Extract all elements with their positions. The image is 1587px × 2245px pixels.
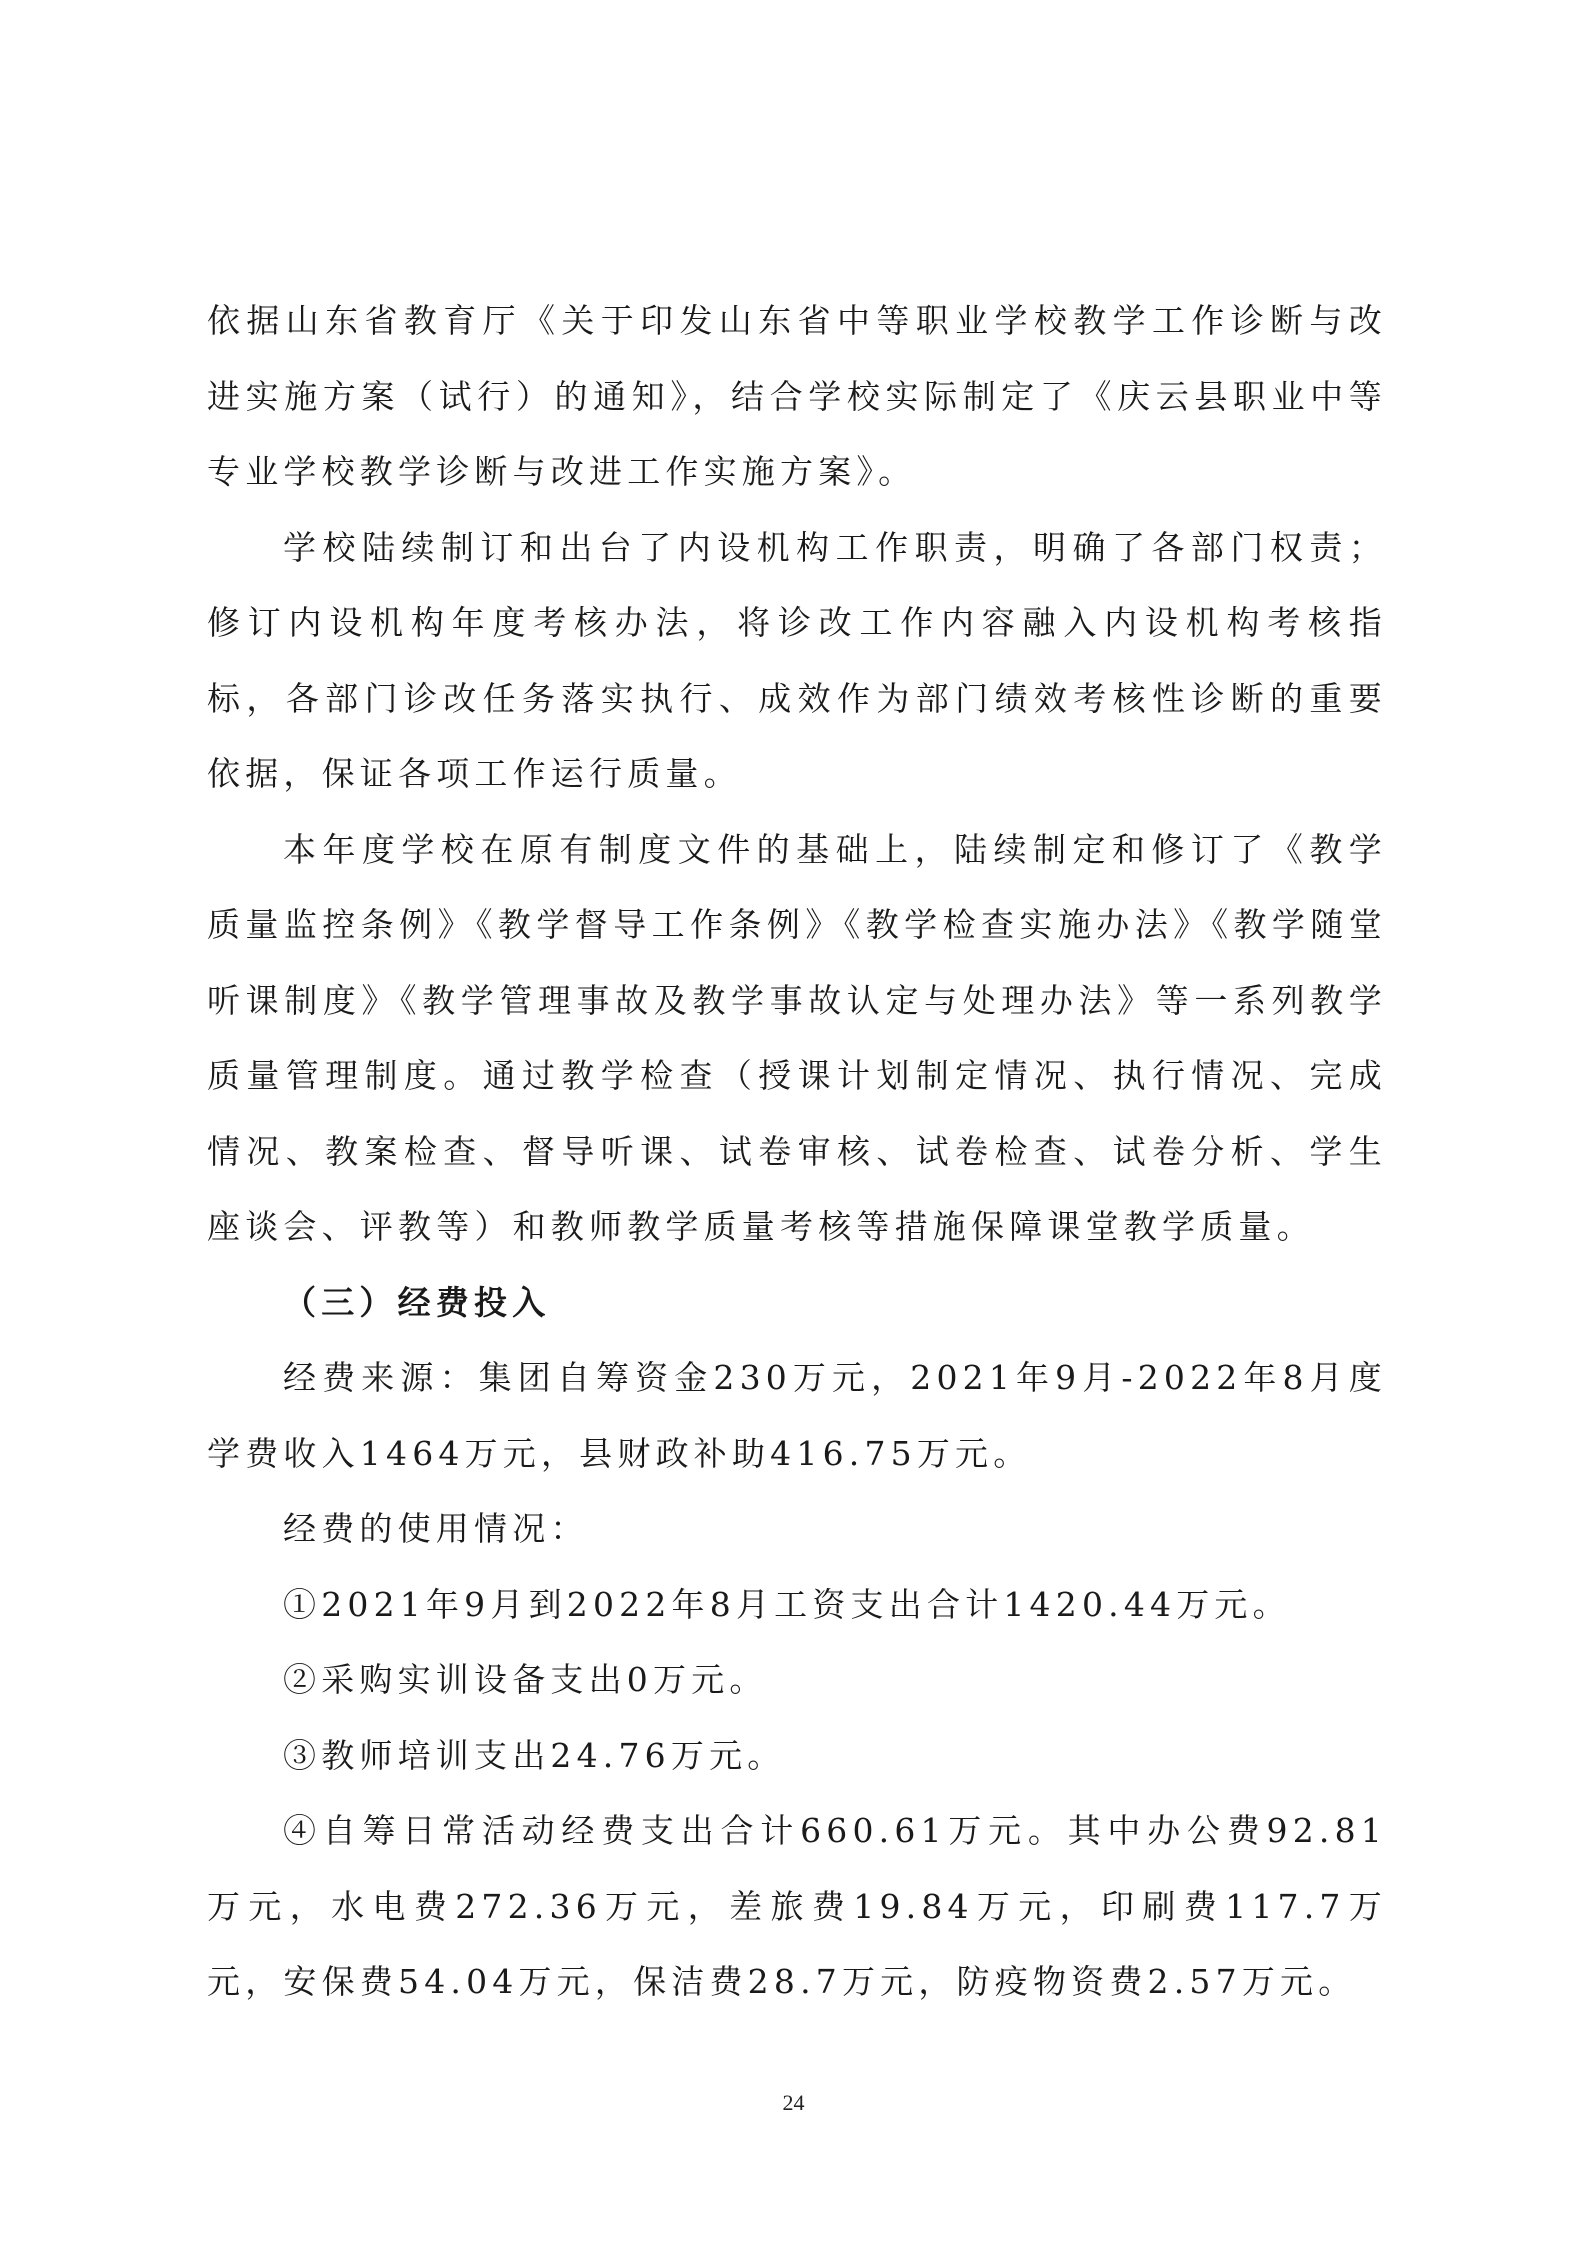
list-item-equipment: ②采购实训设备支出0万元。 xyxy=(283,1660,768,1699)
body-text xyxy=(207,283,1387,2020)
paragraph-funding-source: 经费来源：集团自筹资金230万元，2021年9月-2022年8月度学费收入1464万元，县财政补助416.75万元。 xyxy=(207,1358,1387,1473)
section-heading-funding: （三）经费投入 xyxy=(283,1282,551,1322)
list-item-daily-expenses: ④自筹日常活动经费支出合计660.61万元。其中办公费92.81万元，水电费272.36万元，差旅费19.84万元，印刷费117.7万元，安保费54.04万元，保洁费28.7万元，防疫物资费2.57万元。 xyxy=(207,1811,1387,2001)
paragraph-department-duties: 学校陆续制订和出台了内设机构工作职责，明确了各部门权责；修订内设机构年度考核办法，将诊改工作内容融入内设机构考核指标，各部门诊改任务落实执行、成效作为部门绩效考核性诊断的重要依据，保证各项工作运行质量。 xyxy=(207,527,1387,793)
list-item-training: ③教师培训支出24.76万元。 xyxy=(283,1735,786,1775)
paragraph-funding-usage: 经费的使用情况： xyxy=(283,1509,589,1548)
paragraph-diagnosis-basis: 依据山东省教育厅《关于印发山东省中等职业学校教学工作诊断与改进实施方案（试行）的通知》，结合学校实际制定了《庆云县职业中等专业学校教学诊断与改进工作实施方案》。 xyxy=(207,301,1387,491)
paragraph-quality-system: 本年度学校在原有制度文件的基础上，陆续制定和修订了《教学质量监控条例》《教学督导工作条例》《教学检查实施办法》《教学随堂听课制度》《教学管理事故及教学事故认定与处理办法》等一系列教学质量管理制度。通过教学检查（授课计划制定情况、执行情况、完成情况、教案检查、督导听课、试卷审核、试卷检查、试卷分析、学生座谈会、评教等）和教师教学质量考核等措施保障课堂教学质量。 xyxy=(207,829,1387,1246)
page-number: 24 xyxy=(782,2090,805,2115)
list-item-salary: ①2021年9月到2022年8月工资支出合计1420.44万元。 xyxy=(283,1584,1291,1624)
